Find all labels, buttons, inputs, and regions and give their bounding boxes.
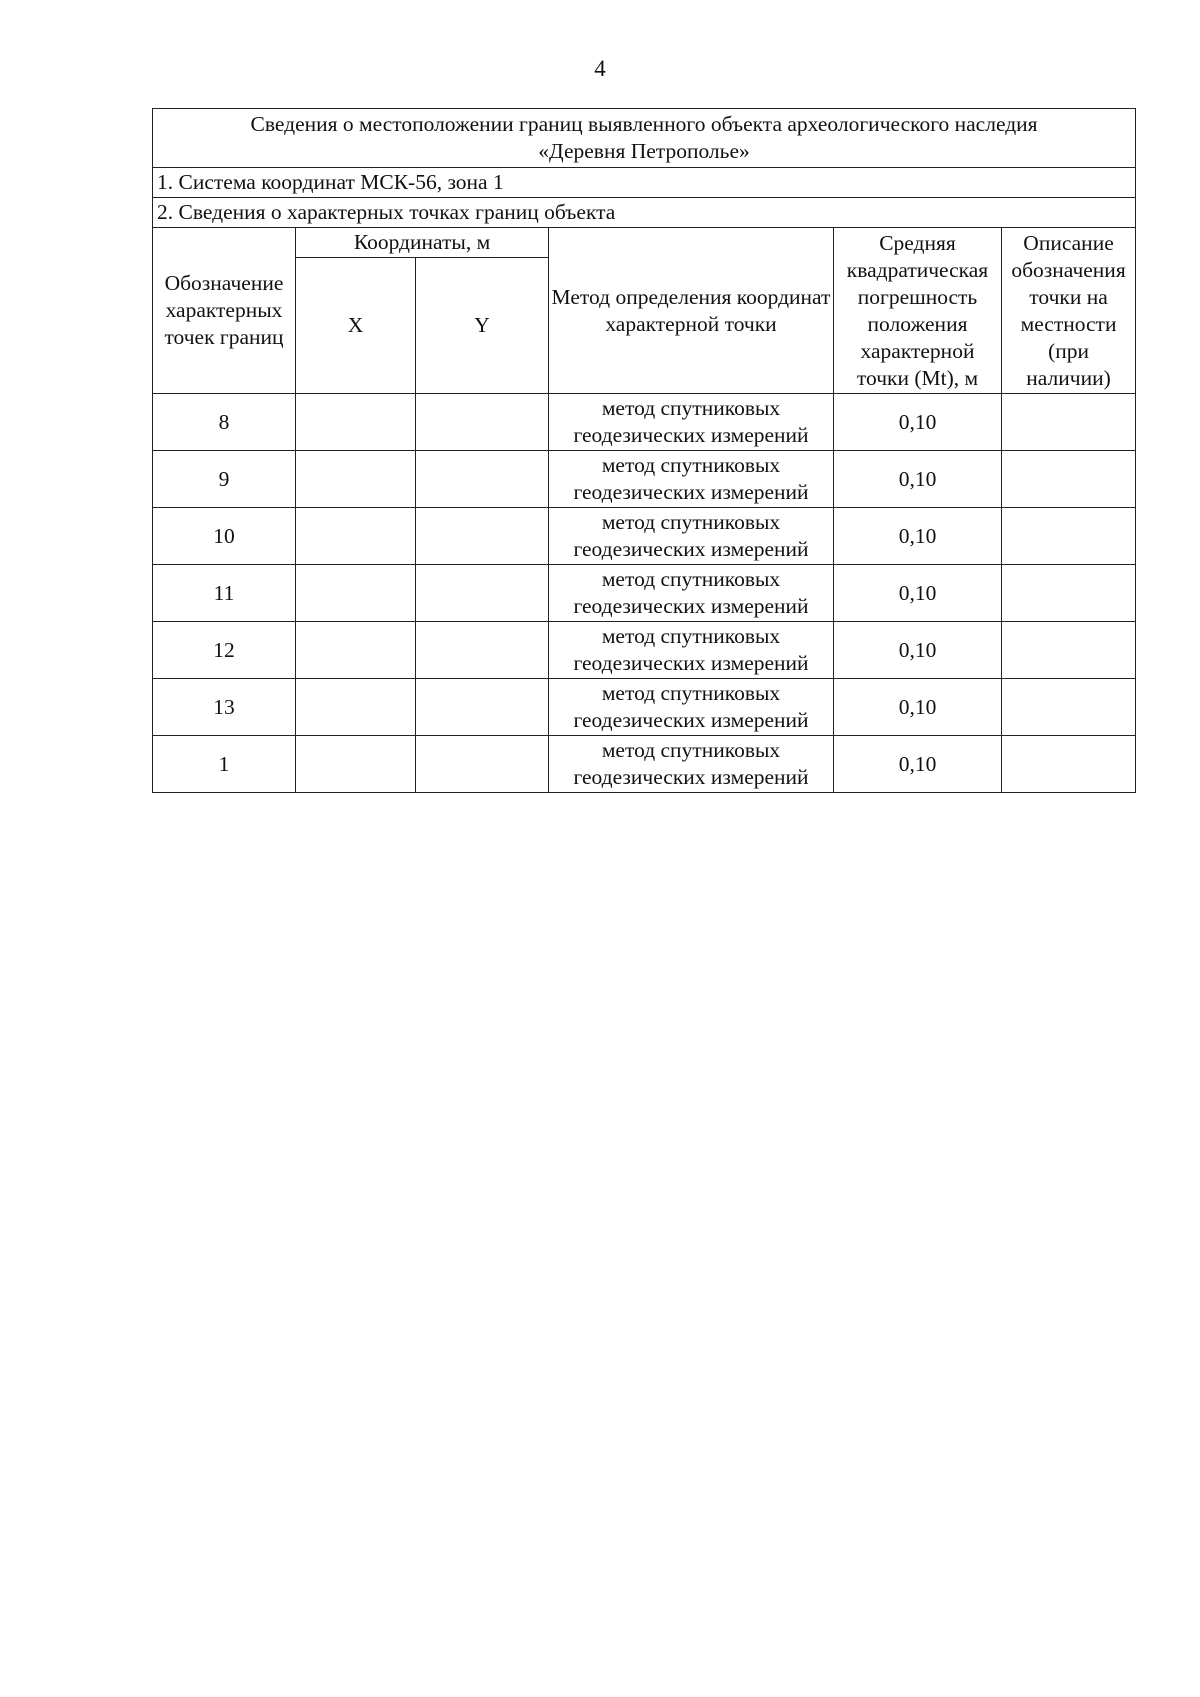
method-cell bbox=[549, 679, 834, 736]
method-cell bbox=[549, 622, 834, 679]
x-value bbox=[296, 679, 416, 736]
method-line-2: геодезических измерений bbox=[573, 594, 809, 618]
table-row bbox=[153, 451, 1136, 508]
method-line-1: метод спутниковых bbox=[601, 510, 781, 534]
accuracy-value: 0,10 bbox=[834, 565, 1002, 622]
description-value bbox=[1002, 394, 1136, 451]
x-value bbox=[296, 451, 416, 508]
y-value bbox=[416, 679, 549, 736]
table-row bbox=[153, 679, 1136, 736]
method-line-2: геодезических измерений bbox=[573, 537, 809, 561]
table-title-line-2: «Деревня Петрополье» bbox=[538, 139, 750, 163]
accuracy-value: 0,10 bbox=[834, 679, 1002, 736]
description-value bbox=[1002, 451, 1136, 508]
method-line-2: геодезических измерений bbox=[573, 708, 809, 732]
y-value bbox=[416, 565, 549, 622]
method-cell bbox=[549, 451, 834, 508]
method-line-2: геодезических измерений bbox=[573, 480, 809, 504]
method-line-2: геодезических измерений bbox=[573, 765, 809, 789]
accuracy-value: 0,10 bbox=[834, 622, 1002, 679]
description-value bbox=[1002, 508, 1136, 565]
method-cell bbox=[549, 565, 834, 622]
method-line-2: геодезических измерений bbox=[573, 423, 809, 447]
point-number: 1 bbox=[153, 736, 296, 793]
accuracy-value: 0,10 bbox=[834, 736, 1002, 793]
description-value bbox=[1002, 622, 1136, 679]
method-cell bbox=[549, 508, 834, 565]
method-line-1: метод спутниковых bbox=[601, 738, 781, 762]
description-value bbox=[1002, 736, 1136, 793]
header-x: X bbox=[296, 258, 416, 394]
section-2-row bbox=[153, 198, 1136, 228]
section-1-row bbox=[153, 168, 1136, 198]
characteristic-points-label: 2. Сведения о характерных точках границ объекта bbox=[153, 198, 1136, 228]
method-cell bbox=[549, 736, 834, 793]
point-number: 12 bbox=[153, 622, 296, 679]
y-value bbox=[416, 394, 549, 451]
point-number: 8 bbox=[153, 394, 296, 451]
method-line-1: метод спутниковых bbox=[601, 453, 781, 477]
header-point-designation: Обозначение характерных точек границ bbox=[153, 228, 296, 394]
header-row-1 bbox=[153, 228, 1136, 258]
table-row bbox=[153, 394, 1136, 451]
y-value bbox=[416, 451, 549, 508]
y-value bbox=[416, 622, 549, 679]
method-line-1: метод спутниковых bbox=[601, 567, 781, 591]
header-method: Метод определения координат характерной точки bbox=[549, 228, 834, 394]
header-coordinates: Координаты, м bbox=[296, 228, 549, 258]
table-row bbox=[153, 508, 1136, 565]
y-value bbox=[416, 508, 549, 565]
accuracy-value: 0,10 bbox=[834, 394, 1002, 451]
x-value bbox=[296, 394, 416, 451]
point-number: 10 bbox=[153, 508, 296, 565]
method-line-1: метод спутниковых bbox=[601, 396, 781, 420]
method-line-1: метод спутниковых bbox=[601, 681, 781, 705]
description-value bbox=[1002, 679, 1136, 736]
x-value bbox=[296, 565, 416, 622]
header-description: Описание обозначения точки на местности (при наличии) bbox=[1002, 228, 1136, 394]
x-value bbox=[296, 508, 416, 565]
table-row bbox=[153, 736, 1136, 793]
table-row bbox=[153, 565, 1136, 622]
point-number: 11 bbox=[153, 565, 296, 622]
method-line-2: геодезических измерений bbox=[573, 651, 809, 675]
point-number: 9 bbox=[153, 451, 296, 508]
boundary-coordinates-table bbox=[152, 108, 1136, 793]
header-accuracy: Средняя квадратическая погрешность положения характерной точки (Mt), м bbox=[834, 228, 1002, 394]
header-y: Y bbox=[416, 258, 549, 394]
description-value bbox=[1002, 565, 1136, 622]
x-value bbox=[296, 736, 416, 793]
coordinate-system-label: 1. Система координат МСК-56, зона 1 bbox=[153, 168, 1136, 198]
accuracy-value: 0,10 bbox=[834, 508, 1002, 565]
y-value bbox=[416, 736, 549, 793]
method-cell bbox=[549, 394, 834, 451]
point-number: 13 bbox=[153, 679, 296, 736]
x-value bbox=[296, 622, 416, 679]
page-number: 4 bbox=[594, 56, 606, 81]
table-title bbox=[153, 109, 1136, 168]
table-title-row bbox=[153, 109, 1136, 168]
method-line-1: метод спутниковых bbox=[601, 624, 781, 648]
accuracy-value: 0,10 bbox=[834, 451, 1002, 508]
table-row bbox=[153, 622, 1136, 679]
table-title-line-1: Сведения о местоположении границ выявленного объекта археологического наследия bbox=[250, 112, 1038, 136]
